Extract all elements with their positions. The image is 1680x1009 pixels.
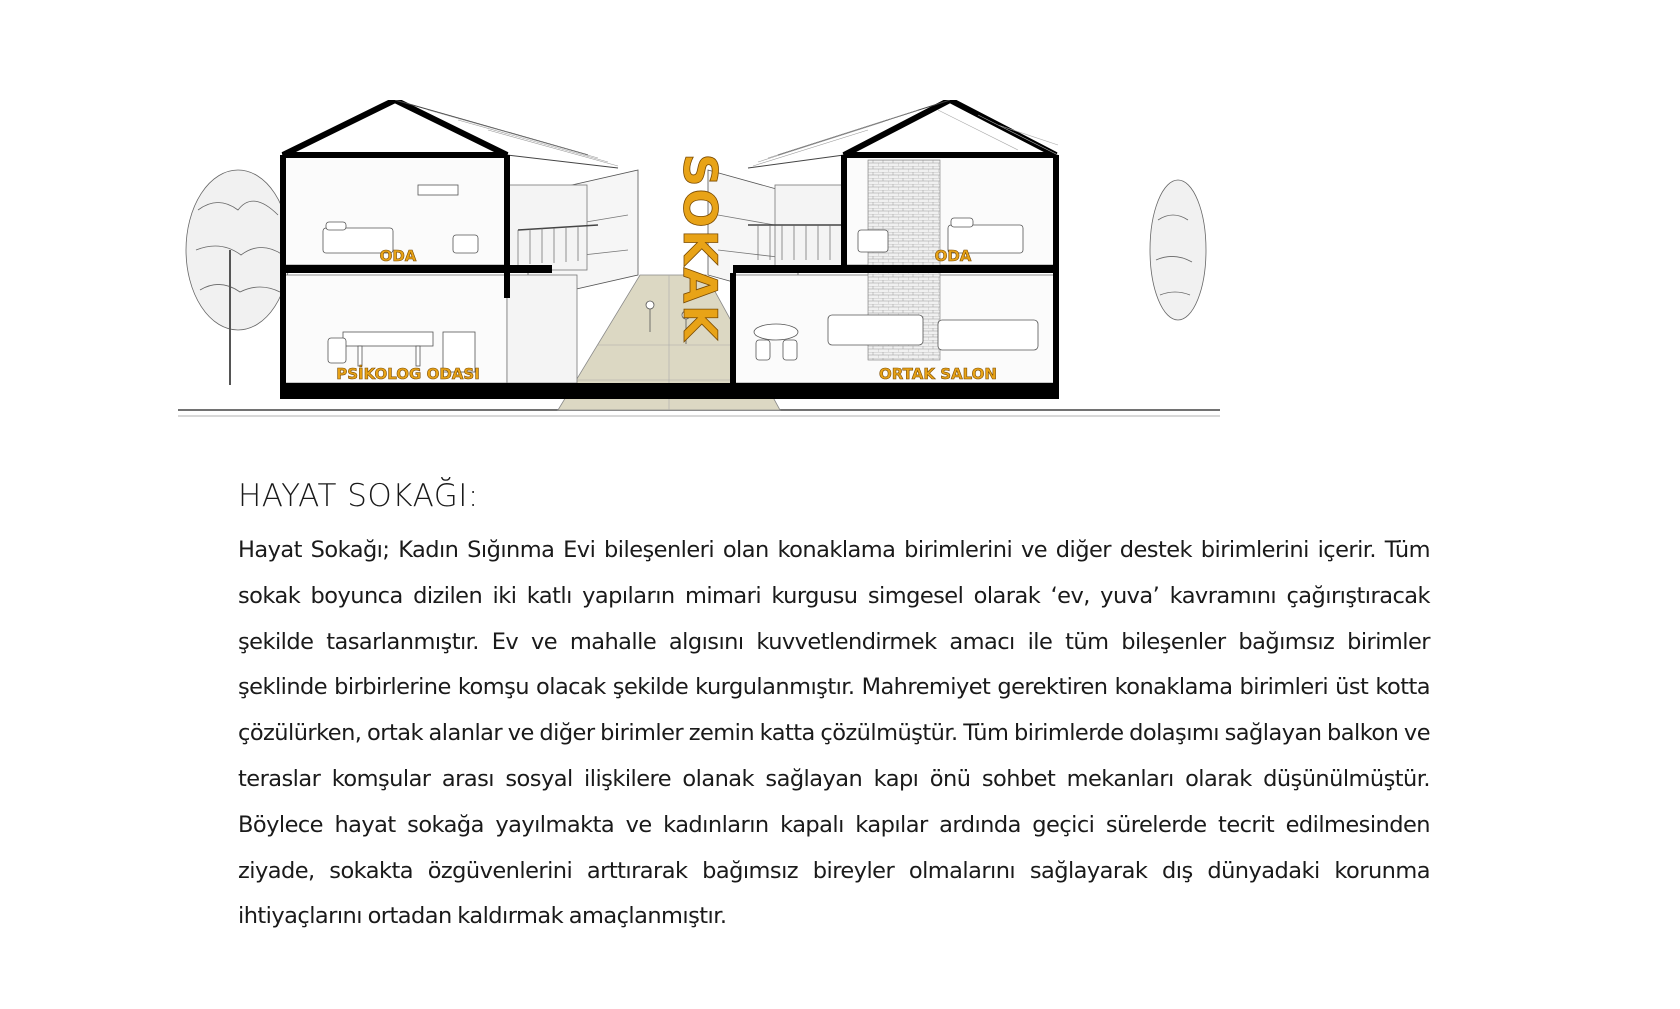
- room-label-left-upper: ODA: [379, 247, 417, 265]
- left-house: [280, 100, 618, 383]
- section-heading: HAYAT SOKAĞI:: [238, 478, 479, 514]
- room-label-left-lower: PSİKOLOG ODASI: [336, 365, 480, 383]
- section-drawing: [178, 100, 1220, 440]
- tree-right: [1150, 180, 1206, 320]
- room-label-right-upper: ODA: [934, 247, 972, 265]
- body-paragraph: Hayat Sokağı; Kadın Sığınma Evi bileşenleri olan konaklama birimlerini ve diğer destek birimlerini içerir. Tüm sokak boyunca dizilen iki katlı yapıların mimari kurgusu simgesel olarak ‘ev, yuva’ kavramını çağırıştıracak şekilde tasarlanmıştır. Ev ve mahalle algısını kuvvetlendirmek amacı ile tüm bileşenler bağımsız birimler şeklinde birbirlerine komşu olacak şekilde kurgulanmıştır. Mahremiyet gerektiren konaklama birimleri üst kotta çözülürken, ortak alanlar ve diğer birimler zemin katta çözülmüştür. Tüm birimlerde dolaşımı sağlayan balkon ve teraslar komşular arası sosyal ilişkilere olanak sağlayan kapı önü sohbet mekanları olarak düşünülmüştür. Böylece hayat sokağa yayılmakta ve kadınların kapalı kapılar ardında geçici sürelerde tecrit edilmesinden ziyade, sokakta özgüvenlerini arttırarak bağımsız bireyler olmalarını sağlayarak dış dünyadaki korunma ihtiyaçlarını ortadan kaldırmak amaçlanmıştır.: [238, 537, 1430, 930]
- room-label-right-lower: ORTAK SALON: [879, 365, 997, 383]
- street-label: SOKAK: [673, 153, 727, 343]
- description-block: [238, 478, 1430, 940]
- tree-left: [186, 170, 290, 385]
- right-house: [730, 100, 1059, 383]
